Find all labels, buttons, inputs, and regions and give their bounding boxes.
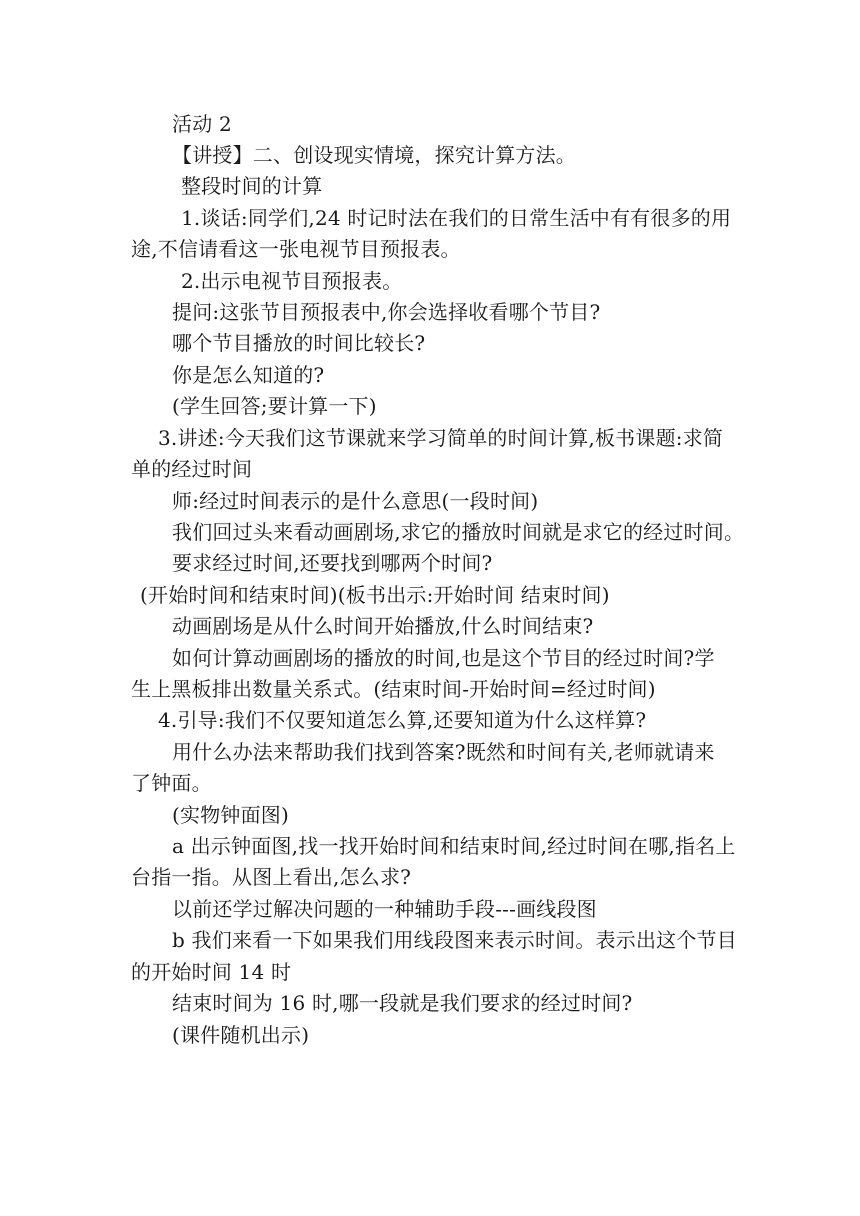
text-line: 你是怎么知道的?	[172, 363, 325, 387]
text-line: 以前还学过解决问题的一种辅助手段---画线段图	[172, 897, 597, 921]
text-line: 哪个节目播放的时间比较长?	[172, 331, 426, 355]
text-line: 单的经过时间	[131, 457, 253, 481]
text-line: 活动 2	[172, 112, 232, 136]
text-line: 动画剧场是从什么时间开始播放,什么时间结束?	[172, 614, 594, 638]
text-line: 如何计算动画剧场的播放的时间,也是这个节目的经过时间?学	[172, 646, 715, 670]
text-line: 1.谈话:同学们,24 时记时法在我们的日常生活中有有很多的用	[181, 206, 732, 230]
text-line: 整段时间的计算	[181, 174, 323, 198]
text-line: (学生回答;要计算一下)	[172, 394, 377, 418]
text-line: 途,不信请看这一张电视节目预报表。	[131, 237, 461, 261]
text-line: 结束时间为 16 时,哪一段就是我们要求的经过时间?	[172, 991, 633, 1015]
text-line: b 我们来看一下如果我们用线段图来表示时间。表示出这个节目	[172, 928, 737, 952]
text-line: a 出示钟面图,找一找开始时间和结束时间,经过时间在哪,指名上	[172, 834, 736, 858]
text-line: 【讲授】二、创设现实情境，探究计算方法。	[172, 143, 576, 167]
text-line: 2.出示电视节目预报表。	[181, 269, 403, 293]
text-line: 的开始时间 14 时	[131, 960, 292, 984]
text-line: 了钟面。	[131, 771, 212, 795]
text-line: 提问:这张节目预报表中,你会选择收看哪个节目?	[172, 300, 601, 324]
text-line: 生上黑板排出数量关系式。(结束时间-开始时间=经过时间)	[131, 677, 656, 701]
text-line: 用什么办法来帮助我们找到答案?既然和时间有关,老师就请来	[172, 740, 715, 764]
text-line: (实物钟面图)	[172, 803, 290, 827]
text-line: (开始时间和结束时间)(板书出示:开始时间 结束时间)	[140, 583, 610, 607]
text-line: 台指一指。从图上看出,怎么求?	[131, 865, 412, 889]
text-line: 我们回过头来看动画剧场,求它的播放时间就是求它的经过时间。	[172, 520, 745, 544]
text-line: 师:经过时间表示的是什么意思(一段时间)	[172, 489, 539, 513]
text-line: 3.讲述:今天我们这节课就来学习简单的时间计算,板书课题:求简	[158, 426, 724, 450]
text-line: 要求经过时间,还要找到哪两个时间?	[172, 551, 493, 575]
text-line: (课件随机出示)	[172, 1023, 310, 1047]
text-line: 4.引导:我们不仅要知道怎么算,还要知道为什么这样算?	[158, 708, 647, 732]
